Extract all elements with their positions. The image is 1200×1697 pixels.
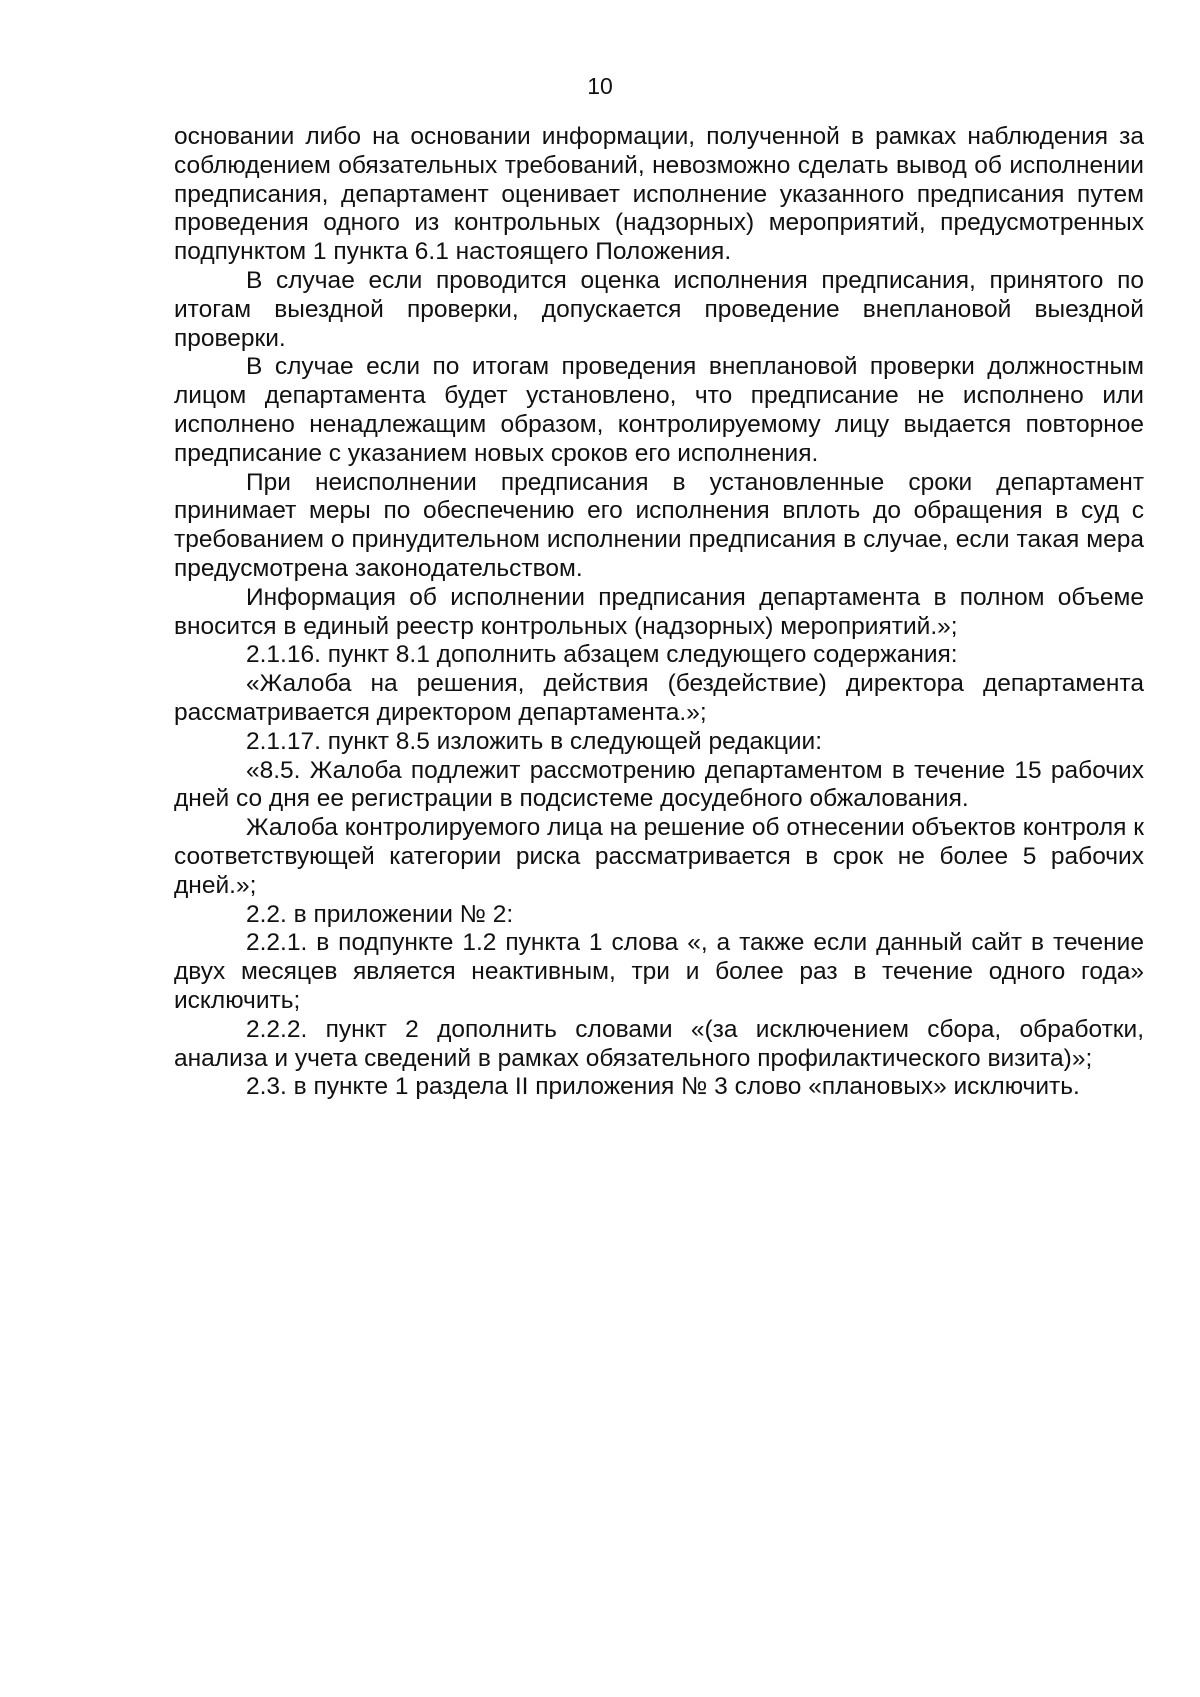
paragraph: «8.5. Жалоба подлежит рассмотрению департаментом в течение 15 рабочих дней со дня ее регистрации в подсистеме досудебного обжалования.: [174, 756, 1144, 813]
page-number: 10: [587, 73, 613, 99]
paragraph: При неисполнении предписания в установленные сроки департамент принимает меры по обеспечению его исполнения вплоть до обращения в суд с требованием о принудительном исполнении предписания в случае, если такая мера предусмотрена законодательством.: [174, 468, 1144, 582]
paragraph: Жалоба контролируемого лица на решение об отнесении объектов контроля к соответствующей категории риска рассматривается в срок не более 5 рабочих дней.»;: [174, 814, 1144, 899]
paragraph: 2.1.16. пункт 8.1 дополнить абзацем следующего содержания:: [246, 641, 958, 669]
paragraph: 2.2. в приложении № 2:: [246, 900, 514, 928]
paragraph: 2.2.2. пункт 2 дополнить словами «(за исключением сбора, обработки, анализа и учета сведений в рамках обязательного профилактического визита)»;: [174, 1015, 1144, 1072]
paragraph: Информация об исполнении предписания департамента в полном объеме вносится в единый реестр контрольных (надзорных) мероприятий.»;: [174, 583, 1144, 640]
paragraph-continuation: основании либо на основании информации, полученной в рамках наблюдения за соблюдением обязательных требований, невозможно сделать вывод об исполнении предписания, департамент оценивает исполнение указанного предписания путем проведения одного из контрольных (надзорных) мероприятий, предусмотренных подпунктом 1 пункта 6.1 настоящего Положения.: [174, 123, 1144, 266]
paragraph: 2.3. в пункте 1 раздела II приложения № 3 слово «плановых» исключить.: [246, 1073, 1080, 1101]
paragraph: 2.1.17. пункт 8.5 изложить в следующей редакции:: [246, 727, 823, 755]
document-body: [174, 123, 1144, 1102]
paragraph: В случае если проводится оценка исполнения предписания, принятого по итогам выездной проверки, допускается проведение внеплановой выездной проверки.: [174, 266, 1144, 352]
paragraph: «Жалоба на решения, действия (бездействие) директора департамента рассматривается директором департамента.»;: [174, 670, 1144, 726]
paragraph: 2.2.1. в подпункте 1.2 пункта 1 слова «, а также если данный сайт в течение двух месяцев является неактивным, три и более раз в течение одного года» исключить;: [174, 929, 1144, 1014]
paragraph: В случае если по итогам проведения внеплановой проверки должностным лицом департамента будет установлено, что предписание не исполнено или исполнено ненадлежащим образом, контролируемому лицу выдается повторное предписание с указанием новых сроков его исполнения.: [174, 353, 1144, 467]
